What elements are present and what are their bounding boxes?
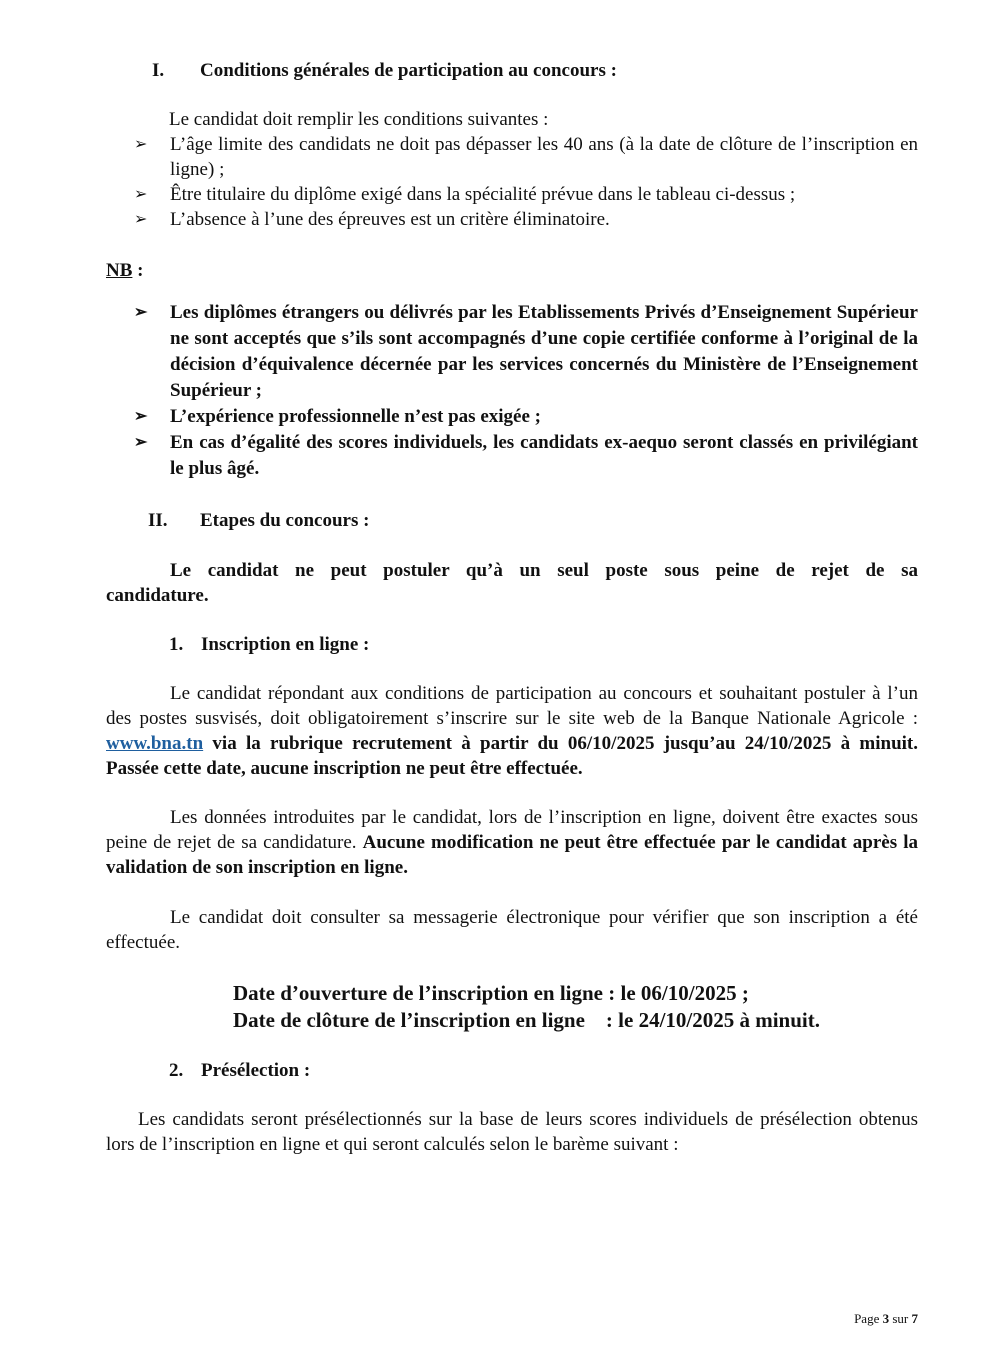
data-accuracy-paragraph: Les données introduites par le candidat, lors de l’inscription en ligne, doivent être exactes sous peine de rejet de sa candidature. Aucune modification ne peut être effectuée par le candidat après la validation de son inscription en ligne. <box>106 807 918 878</box>
preselection-paragraph: Les candidats seront présélectionnés sur la base de leurs scores individuels de présélection obtenus lors de l’inscription en ligne et qui seront calculés selon le barème suivant : <box>106 1109 918 1155</box>
bna-website-link[interactable]: www.bna.tn <box>106 733 204 754</box>
closing-date: Date de clôture de l’inscription en ligne : le 24/10/2025 à minuit. <box>233 1008 820 1032</box>
section-1-title: Conditions générales de participation au concours : <box>200 60 617 81</box>
nb-heading <box>106 258 143 283</box>
nb-label: NB <box>106 260 133 281</box>
nb-item: ➢ Les diplômes étrangers ou délivrés par les Etablissements Privés d’Enseignement Supérieur ne sont acceptés que s’ils sont accompagnés d’une copie certifiée conforme à l’original de la décision d’équivalence décernée par les services concernés du Ministère de l’Enseignement Supérieur ; <box>134 302 918 401</box>
subsection-2-heading <box>169 1058 310 1083</box>
section-2-title: Etapes du concours : <box>200 510 370 531</box>
section-2-number: II. <box>148 510 168 531</box>
section-1-number: I. <box>152 60 165 81</box>
arrow-bullet-icon: ➢ <box>134 136 148 153</box>
subsection-2-number: 2. <box>169 1060 184 1081</box>
conditions-list <box>134 132 918 232</box>
nb-list <box>134 300 918 482</box>
nb-item: ➢ En cas d’égalité des scores individuels, les candidats ex-aequo seront classés en privilégiant le plus âgé. <box>134 432 918 479</box>
nb-item: ➢ L’expérience professionnelle n’est pas exigée ; <box>134 404 918 430</box>
arrow-bullet-icon: ➢ <box>134 211 148 228</box>
subsection-1-heading <box>169 632 369 657</box>
section-2-heading <box>148 508 369 533</box>
subsection-2-title: Présélection : <box>201 1060 311 1081</box>
arrow-bullet-icon: ➢ <box>134 408 148 425</box>
condition-item: ➢ Être titulaire du diplôme exigé dans la spécialité prévue dans le tableau ci-dessus ; <box>134 184 796 205</box>
email-check-paragraph: Le candidat doit consulter sa messagerie électronique pour vérifier que son inscription a été effectuée. <box>106 907 918 953</box>
arrow-bullet-icon: ➢ <box>134 304 148 321</box>
arrow-bullet-icon: ➢ <box>134 186 148 203</box>
arrow-bullet-icon: ➢ <box>134 434 148 451</box>
nb-suffix: : <box>132 260 144 281</box>
section-1-intro: Le candidat doit remplir les conditions suivantes : <box>169 109 549 130</box>
section-1-heading <box>152 58 617 83</box>
condition-item: ➢ L’âge limite des candidats ne doit pas dépasser les 40 ans (à la date de clôture de l’inscription en ligne) ; <box>134 134 918 180</box>
condition-item: ➢ L’absence à l’une des épreuves est un critère éliminatoire. <box>134 209 610 230</box>
subsection-1-number: 1. <box>169 634 184 655</box>
single-post-warning: Le candidat ne peut postuler qu’à un seul poste sous peine de rejet de sa candidature. <box>106 560 918 606</box>
page-number: Page 3 sur 7 <box>854 1311 918 1326</box>
registration-paragraph: Le candidat répondant aux conditions de participation au concours et souhaitant postuler à l’un des postes susvisés, doit obligatoirement s’inscrire sur le site web de la Banque Nationale Agricole : www.bna.tn via la rubrique recrutement à partir du 06/10/2025 jusqu’au 24/10/2025 à minuit. Passée cette date, aucune inscription ne peut être effectuée. <box>106 683 918 779</box>
subsection-1-title: Inscription en ligne : <box>201 634 370 655</box>
opening-date: Date d’ouverture de l’inscription en ligne : le 06/10/2025 ; <box>233 981 749 1005</box>
registration-dates <box>233 980 820 1034</box>
